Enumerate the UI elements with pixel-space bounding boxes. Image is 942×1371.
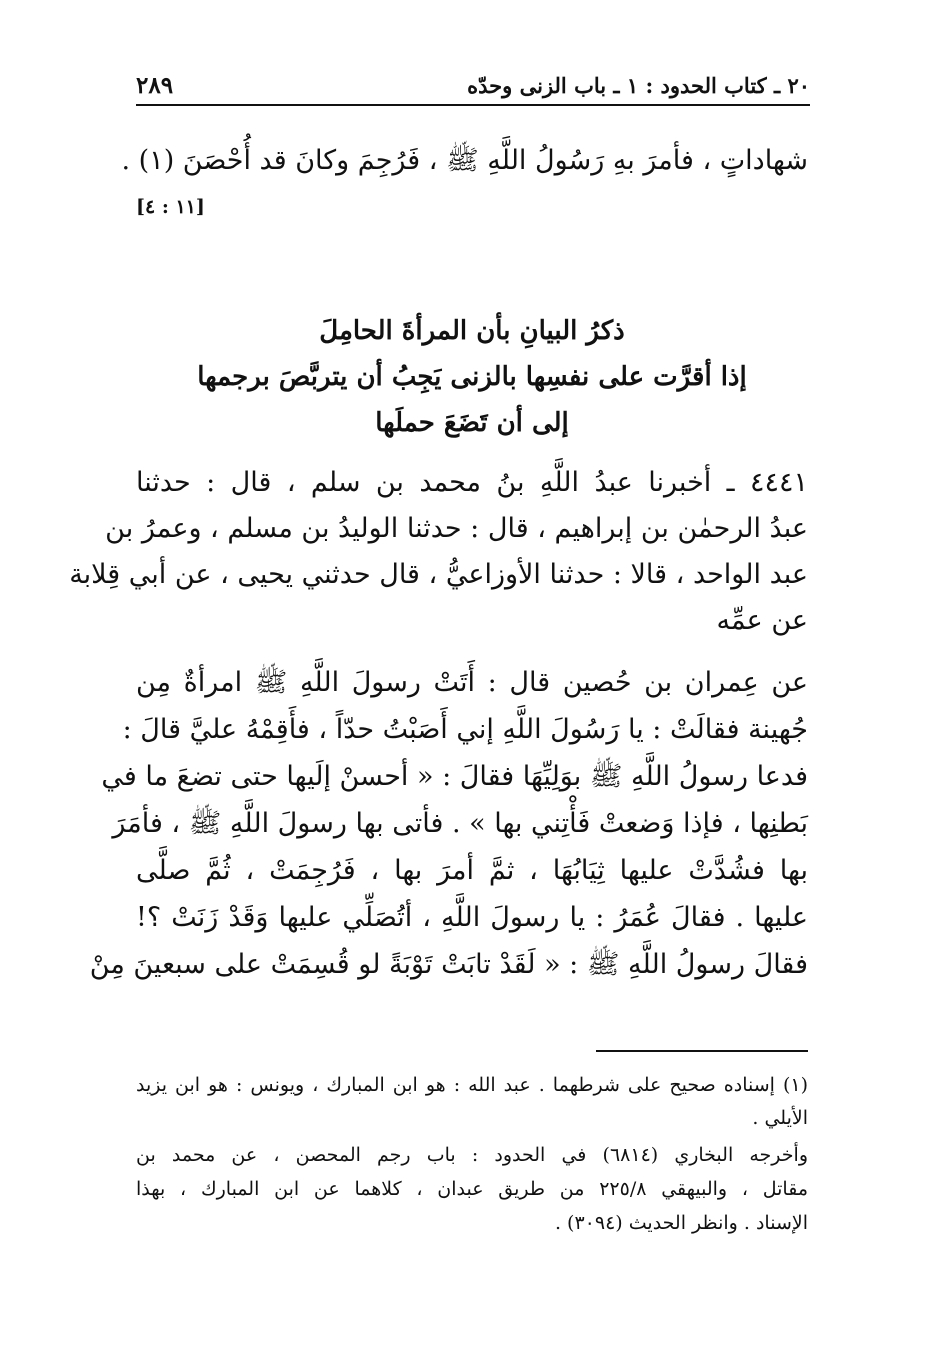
footnote-line-3: وأخرجه البخاري (٦٨١٤) في الحدود : باب رجم المحصن ، عن محمد بن: [136, 1144, 808, 1166]
matn-line-5: بها فشُدَّتْ عليها ثِيَابُهَا ، ثمَّ أمرَ بها ، فَرُجِمَتْ ، ثُمَّ صلَّى: [136, 855, 808, 886]
matn-line-1: عن عِمران بن حُصين قال : أَتَتْ رسولَ اللَّهِ ﷺ امرأةٌ مِن: [136, 667, 808, 698]
footnote-separator: [596, 1050, 808, 1052]
header-rule: [136, 104, 810, 106]
footnote-line-5: الإسناد . وانظر الحديث (٣٠٩٤) .: [554, 1212, 808, 1234]
intro-line: شهاداتٍ ، فأمرَ بهِ رَسُولُ اللَّهِ ﷺ ، فَرُجِمَ وكانَ قد أُحْصَنَ (١) .: [121, 145, 808, 176]
matn-line-3: فدعا رسولُ اللَّهِ ﷺ بوَلِيِّهَا فقالَ : « أحسنْ إلَيها حتى تضعَ ما في: [101, 761, 808, 792]
footnote-line-1: (١) إسناده صحيح على شرطهما . عبد الله : هو ابن المبارك ، ويونس : هو ابن يزيد: [136, 1074, 808, 1096]
footnote-line-2: الأيلي .: [752, 1107, 808, 1129]
chapter-heading-line-1: ذكرُ البيانِ بأن المرأةَ الحامِلَ: [319, 316, 625, 346]
running-head: ٢٠ ـ كتاب الحدود : ١ ـ باب الزنى وحدّه: [467, 72, 810, 98]
reference-marker: [١١ : ٤]: [136, 196, 205, 218]
matn-line-4: بَطنِها ، فإذا وَضعتْ فَأْتِني بها » . فأتى بها رسولَ اللَّهِ ﷺ ، فأمَرَ: [112, 808, 808, 839]
footnote-line-4: مقاتل ، والبيهقي ٢٢٥/٨ من طريق عبدان ، كلاهما عن ابن المبارك ، بهذا: [136, 1178, 809, 1200]
page-number: ٢٨٩: [136, 71, 174, 99]
matn-line-7: فقالَ رسولُ اللَّهِ ﷺ : « لَقَدْ تابَتْ تَوْبَةً لو قُسِمَتْ على سبعينَ مِنْ: [89, 949, 808, 980]
matn-line-2: جُهينة فقالَتْ : يا رَسُولَ اللَّهِ إني أَصَبْتُ حدّاً ، فأَقِمْهُ عليَّ قالَ :: [122, 714, 808, 745]
page-header: [136, 70, 810, 100]
matn-line-6: عليها . فقالَ عُمَرُ : يا رسولَ اللَّهِ ، أتُصَلِّي عليها وَقَدْ زَنَتْ ؟!: [136, 902, 808, 933]
isnad-line-1: ٤٤٤١ ـ أخبرنا عبدُ اللَّهِ بنُ محمد بن سلم ، قال : حدثنا: [136, 467, 808, 498]
isnad-line-2: عبدُ الرحمٰن بن إبراهيم ، قال : حدثنا الوليدُ بن مسلم ، وعمرُ بن: [105, 513, 808, 544]
chapter-heading-line-3: إلى أن تَضَعَ حملَها: [375, 408, 569, 438]
isnad-line-3: عبد الواحد ، قالا : حدثنا الأوزاعيُّ ، قال حدثني يحيى ، عن أبي قِلابة: [69, 559, 808, 590]
isnad-line-4: عن عمِّه: [716, 605, 808, 636]
chapter-heading-line-2: إذا أقرَّت على نفسِها بالزنى يَجِبُ أن يتربَّصَ برجمها: [197, 362, 747, 392]
